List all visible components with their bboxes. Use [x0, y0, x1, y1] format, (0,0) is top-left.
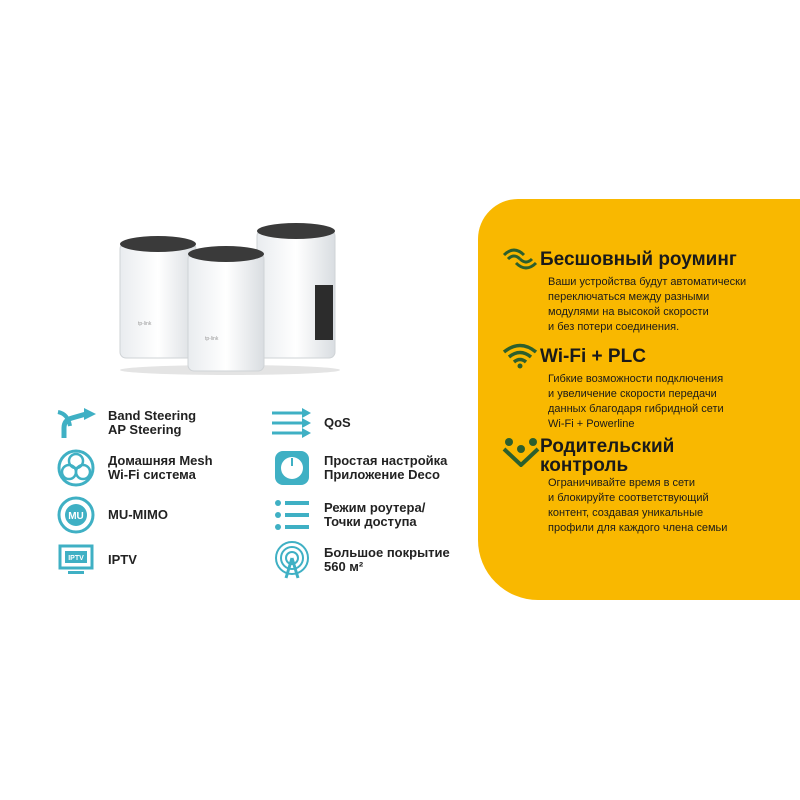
- svg-text:tp-link: tp-link: [138, 321, 152, 327]
- band-steering-arrows-icon: [52, 403, 100, 443]
- feature-label: Большое покрытие 560 м²: [324, 545, 450, 574]
- highlight-title: Бесшовный роуминг: [540, 248, 737, 270]
- feature-qos: [268, 403, 351, 443]
- highlight-seamless-roaming: [502, 244, 792, 335]
- feature-label: IPTV: [108, 552, 137, 567]
- highlight-title: Родительский контроль: [540, 436, 675, 476]
- feature-iptv: [52, 540, 137, 580]
- highlight-title: Wi-Fi + PLC: [540, 345, 646, 367]
- highlight-description: Ограничивайте время в сети и блокируйте соответствующий контент, создавая уникальные профили для каждого члена семьи: [548, 477, 728, 534]
- parental-control-icon: [502, 437, 540, 467]
- feature-label: MU-MIMO: [108, 507, 168, 522]
- feature-router-ap-mode: [268, 495, 425, 535]
- feature-label: Простая настройка Приложение Deco: [324, 453, 448, 482]
- highlight-description: Ваши устройства будут автоматически переключаться между разными модулями на высокой скорости и без потери соединения.: [548, 276, 747, 333]
- highlight-wifi-plc: [502, 341, 792, 432]
- coverage-antenna-icon: [268, 540, 316, 580]
- feature-label: QoS: [324, 415, 351, 430]
- mu-mimo-icon: [52, 495, 100, 535]
- list-modes-icon: [268, 495, 316, 535]
- wifi-plc-icon: [502, 341, 540, 371]
- svg-text:IPTV: IPTV: [68, 555, 84, 562]
- svg-text:MU: MU: [68, 511, 84, 522]
- feature-label: Домашняя Mesh Wi-Fi система: [108, 453, 213, 482]
- deco-product-image: [110, 215, 350, 375]
- deco-app-icon: [268, 448, 316, 488]
- feature-label: Band Steering AP Steering: [108, 408, 197, 437]
- feature-deco-app: [268, 448, 447, 488]
- highlight-parental-control: [502, 437, 792, 536]
- svg-text:tp-link: tp-link: [205, 336, 219, 342]
- highlight-description: Гибкие возможности подключения и увеличение скорости передачи данных благодаря гибридной сети Wi-Fi + Powerline: [548, 373, 724, 430]
- feature-band-steering: [52, 403, 196, 443]
- mesh-circles-icon: [52, 448, 100, 488]
- feature-mu-mimo: [52, 495, 168, 535]
- feature-mesh: [52, 448, 213, 488]
- feature-coverage: [268, 540, 450, 580]
- qos-arrows-icon: [268, 403, 316, 443]
- feature-label: Режим роутера/ Точки доступа: [324, 500, 426, 529]
- iptv-icon: [52, 540, 100, 580]
- seamless-roaming-icon: [502, 244, 540, 274]
